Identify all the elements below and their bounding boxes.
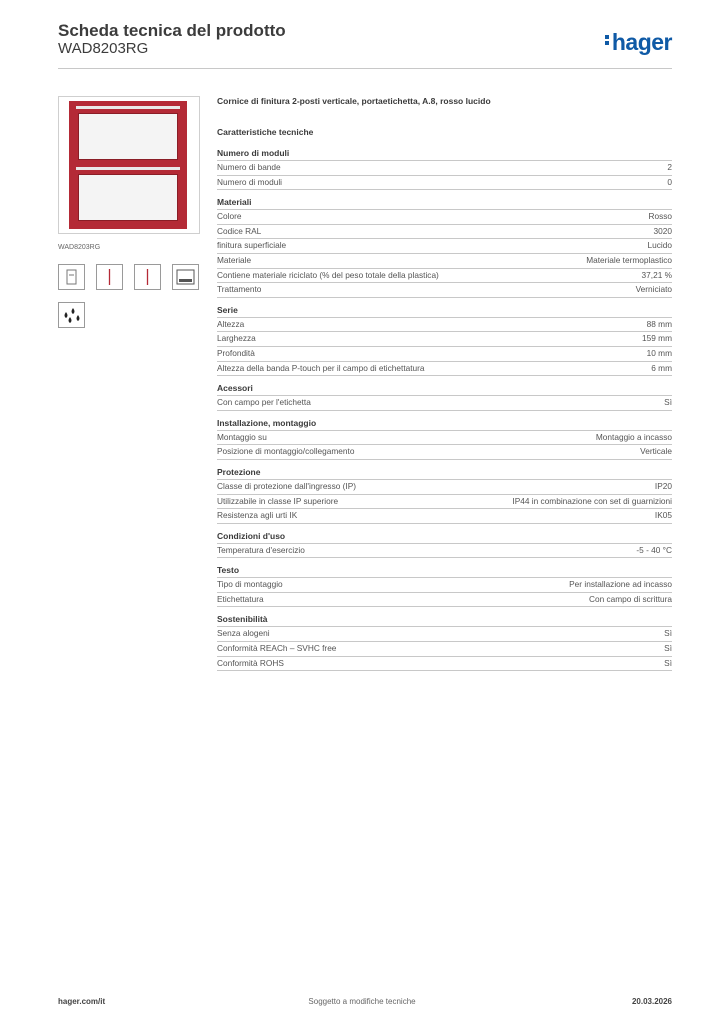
spec-label: Numero di moduli [217,176,283,187]
spec-label: Codice RAL [217,225,262,236]
spec-label: Colore [217,211,242,222]
label-strip [76,167,180,170]
spec-row [217,347,672,362]
spec-section [217,417,672,460]
spec-value: Con campo di scrittura [588,593,672,604]
spec-row [217,657,672,672]
header-divider [58,68,672,69]
water-drops-icon [58,302,85,328]
spec-section [217,466,672,524]
spec-label: Temperatura d'esercizio [217,544,305,555]
section-title: Testo [217,564,672,578]
spec-row [217,210,672,225]
spec-value: Verniciato [635,284,672,295]
spec-label: Senza alogeni [217,628,270,639]
frame-opening [78,174,178,221]
spec-section [217,147,672,190]
section-title: Serie [217,304,672,318]
spec-value: Materiale termoplastico [586,254,672,265]
spec-label: Resistenza agli urti IK [217,510,298,521]
spec-row [217,445,672,460]
spec-value: Sì [664,643,672,654]
spec-row [217,593,672,608]
spec-row [217,578,672,593]
spec-row [217,269,672,284]
spec-value: Verticale [640,446,672,457]
spec-value: 6 mm [651,362,672,373]
spec-row [217,642,672,657]
section-title: Condizioni d'uso [217,530,672,544]
spec-row [217,495,672,510]
logo-dots-icon [605,33,610,47]
spec-value: Per installazione ad incasso [569,579,672,590]
spec-section [217,196,672,298]
spec-label: Etichettatura [217,593,264,604]
spec-label: Altezza della banda P-touch per il campo di etichettatura [217,362,425,373]
product-code: WAD8203RG [58,40,149,57]
spec-value: 88 mm [646,318,672,329]
image-caption: WAD8203RG [58,244,101,251]
spec-value: 159 mm [642,333,672,344]
spec-label: Con campo per l'etichetta [217,397,311,408]
spec-row [217,627,672,642]
section-title: Installazione, montaggio [217,417,672,431]
spec-row [217,239,672,254]
brand-logo [605,29,672,56]
vertical-line-icon [134,264,161,290]
spec-section [217,530,672,559]
label-holder-icon [172,264,199,290]
footer-note: Soggetto a modifiche tecniche [308,997,416,1006]
spec-label: Utilizzabile in classe IP superiore [217,495,339,506]
section-title: Sostenibilità [217,613,672,627]
spec-section [217,613,672,671]
section-title: Numero di moduli [217,147,672,161]
vertical-line-icon [96,264,123,290]
spec-label: finitura superficiale [217,240,287,251]
spec-label: Tipo di montaggio [217,579,283,590]
technical-title: Caratteristiche tecniche [217,127,314,137]
spec-row [217,318,672,333]
spec-label: Posizione di montaggio/collegamento [217,446,355,457]
spec-row [217,544,672,559]
section-title: Acessori [217,382,672,396]
spec-label: Conformità ROHS [217,657,284,668]
spec-label: Numero di bande [217,162,281,172]
spec-label: Montaggio su [217,431,267,442]
footer-date: 20.03.2026 [631,997,672,1006]
spec-label: Larghezza [217,333,256,344]
spec-row [217,176,672,191]
spec-value: 3020 [653,225,672,236]
spec-value: 0 [667,176,672,187]
spec-value: 2 [667,162,672,172]
spec-value: IK05 [654,510,672,521]
spec-row [217,480,672,495]
spec-row [217,254,672,269]
spec-row [217,362,672,377]
spec-label: Materiale [217,254,252,265]
frame-illustration [69,101,187,229]
spec-label: Profondità [217,347,255,358]
one-module-icon [58,264,85,290]
spec-row [217,332,672,347]
spec-value: Lucido [647,240,672,251]
spec-label: Conformità REACh – SVHC free [217,643,337,654]
spec-value: Rosso [648,211,672,222]
spec-label: Classe di protezione dall'ingresso (IP) [217,480,357,491]
spec-value: Montaggio a incasso [595,431,672,442]
specification-panel [217,95,672,671]
spec-value: Sì [664,628,672,639]
label-strip [76,106,180,109]
spec-value: Sì [664,657,672,668]
spec-row [217,161,672,176]
frame-opening [78,113,178,160]
spec-label: Altezza [217,318,245,329]
spec-value: 37,21 % [641,269,672,280]
spec-value: IP20 [654,480,672,491]
spec-value: IP44 in combinazione con set di guarnizioni [512,495,672,506]
spec-label: Trattamento [217,284,262,295]
spec-row [217,283,672,298]
spec-label: Contiene materiale riciclato (% del peso totale della plastica) [217,269,439,280]
section-title: Protezione [217,466,672,480]
spec-value: -5 - 40 °C [636,544,672,555]
spec-value: Sì [664,397,672,408]
spec-sections [217,147,672,671]
spec-section [217,382,672,411]
footer-website: hager.com/it [58,997,106,1006]
spec-row [217,396,672,411]
page-title: Scheda tecnica del prodotto [58,21,286,40]
spec-section [217,304,672,376]
product-image [58,96,200,234]
spec-section [217,564,672,607]
spec-row [217,431,672,446]
product-description: Cornice di finitura 2-posti verticale, portaetichetta, A.8, rosso lucido [217,96,491,106]
logo-text: hager [611,29,672,55]
spec-row [217,225,672,240]
spec-value: 10 mm [646,347,672,358]
section-title: Materiali [217,196,672,210]
spec-row [217,509,672,524]
